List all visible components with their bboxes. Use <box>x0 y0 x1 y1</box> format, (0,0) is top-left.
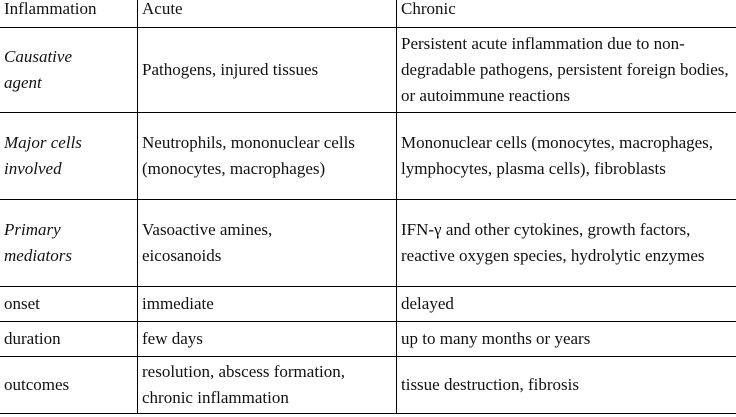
acute-cell-text: Vasoactive amines, eicosanoids <box>142 220 273 265</box>
row-label <box>0 113 138 200</box>
table-row-primary-mediators <box>0 200 736 287</box>
header-chronic: Chronic <box>397 0 736 28</box>
acute-cell: resolution, abscess formation, chronic inflammation <box>138 357 397 414</box>
chronic-cell: up to many months or years <box>397 322 736 357</box>
row-label <box>0 28 138 113</box>
chronic-cell: IFN-γ and other cytokines, growth factors, reactive oxygen species, hydrolytic enzymes <box>397 200 736 287</box>
table-row-major-cells <box>0 113 736 200</box>
chronic-cell: delayed <box>397 287 736 322</box>
row-label: outcomes <box>0 357 138 414</box>
row-label-text: Major cells involved <box>4 133 82 178</box>
acute-cell: few days <box>138 322 397 357</box>
row-label-text: Primary mediators <box>4 220 72 265</box>
acute-cell: immediate <box>138 287 397 322</box>
table-row-outcomes <box>0 357 736 414</box>
row-label: onset <box>0 287 138 322</box>
chronic-cell: Mononuclear cells (monocytes, macrophages, lymphocytes, plasma cells), fibroblasts <box>397 113 736 200</box>
table-row-duration <box>0 322 736 357</box>
header-acute: Acute <box>138 0 397 28</box>
table-row-onset <box>0 287 736 322</box>
acute-cell: Neutrophils, mononuclear cells (monocytes, macrophages) <box>138 113 397 200</box>
header-row <box>0 0 736 28</box>
acute-cell <box>138 200 397 287</box>
acute-cell: Pathogens, injured tissues <box>138 28 397 113</box>
chronic-cell: Persistent acute inflammation due to non-degradable pathogens, persistent foreign bodies, or autoimmune reactions <box>397 28 736 113</box>
row-label-text: Causative agent <box>4 47 72 92</box>
table-row-causative-agent <box>0 28 736 113</box>
row-label <box>0 200 138 287</box>
header-inflammation: Inflammation <box>0 0 138 28</box>
chronic-cell: tissue destruction, fibrosis <box>397 357 736 414</box>
row-label: duration <box>0 322 138 357</box>
